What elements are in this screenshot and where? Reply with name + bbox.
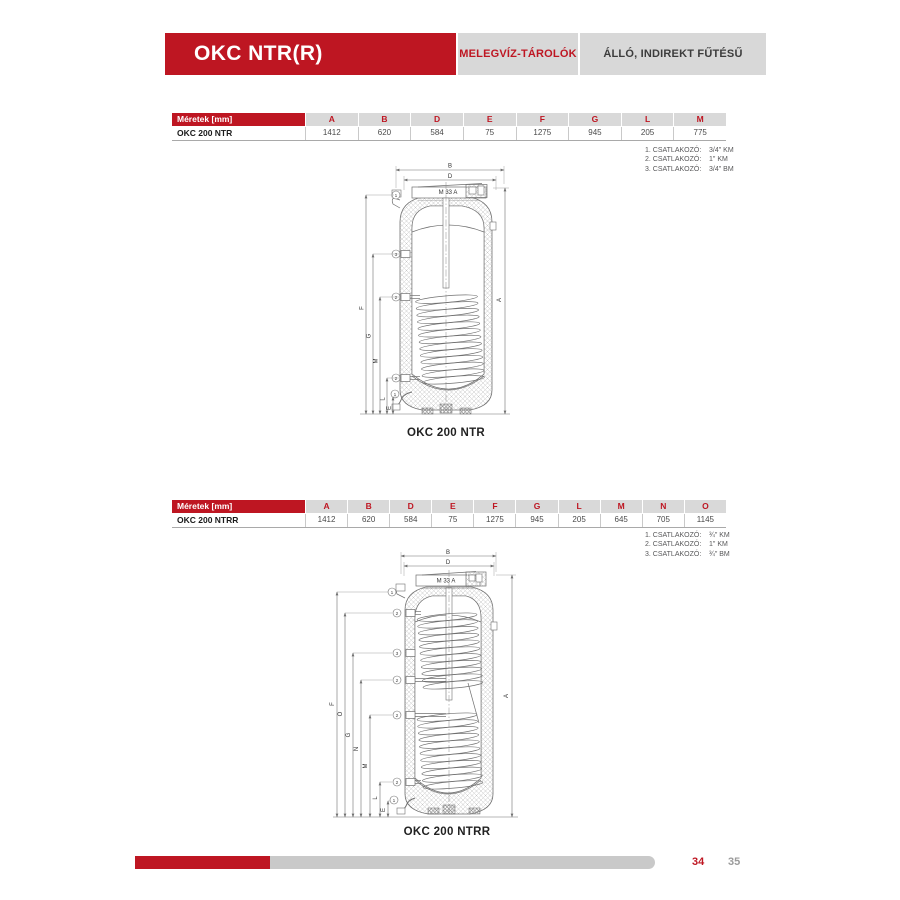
dim-label-m: M [373, 358, 380, 364]
cell-value: 1412 [305, 514, 347, 527]
cell-value: 645 [600, 514, 642, 527]
dim-label-l: L [373, 796, 379, 800]
dim-label-a: A [497, 297, 503, 303]
cell-value: 705 [642, 514, 684, 527]
cell-value: 1275 [473, 514, 515, 527]
dimensions-table-ntr [172, 113, 726, 141]
table-row [172, 513, 726, 528]
cell-value: 620 [347, 514, 389, 527]
dim-label-e: E [381, 807, 387, 813]
port-label: 1 [394, 193, 398, 199]
port-label: 2 [394, 376, 398, 382]
col-header: M [673, 113, 726, 126]
note-value: 1" KM [709, 156, 728, 164]
dim-label-g: G [366, 333, 373, 339]
diagram-okc-200-ntr [348, 158, 520, 420]
col-header: O [684, 500, 726, 513]
col-header: G [515, 500, 557, 513]
row-label: OKC 200 NTRR [177, 515, 239, 525]
dim-label-f: F [330, 702, 336, 706]
col-header: F [473, 500, 515, 513]
diagram-caption-ntrr: OKC 200 NTRR [403, 826, 491, 838]
footer-progress-bar [135, 856, 655, 869]
port-markers [388, 588, 401, 804]
cell-value: 775 [673, 127, 726, 140]
cell-value: 945 [515, 514, 557, 527]
port-label: 1 [393, 392, 397, 398]
col-header: A [305, 113, 358, 126]
note-line [645, 146, 760, 155]
table-label: Méretek [mm] [172, 500, 305, 513]
port-markers [391, 191, 400, 398]
cell-value: 1275 [516, 127, 569, 140]
col-header: B [347, 500, 389, 513]
cell-value: 75 [431, 514, 473, 527]
cell-value: 75 [463, 127, 516, 140]
cell-value: 1145 [684, 514, 726, 527]
col-header: A [305, 500, 347, 513]
diagram-okc-200-ntrr [328, 548, 526, 824]
cell-value: 205 [621, 127, 674, 140]
col-header: L [558, 500, 600, 513]
note-line [645, 165, 760, 174]
flange-marking: M 33 A [436, 578, 456, 585]
dim-label-d: D [447, 174, 453, 180]
col-header: N [642, 500, 684, 513]
port-label: 2 [395, 780, 399, 786]
col-header: E [431, 500, 473, 513]
port-label: 2 [394, 295, 398, 301]
note-value: 3/4" KM [709, 147, 734, 154]
port-label: 3 [395, 651, 399, 657]
cell-value: 945 [568, 127, 621, 140]
table-header-row [172, 113, 726, 126]
dim-label-l: L [380, 397, 387, 401]
connections-note-ntr [645, 146, 760, 174]
cell-value: 1412 [305, 127, 358, 140]
page-number-current: 34 [692, 856, 705, 868]
port-label: 2 [395, 611, 399, 617]
note-label: 3. CSATLAKOZÓ: [645, 165, 702, 173]
dim-label-o: O [338, 711, 344, 717]
page-number-next: 35 [728, 856, 741, 868]
dim-label-a: A [504, 693, 510, 699]
port-label: 2 [395, 678, 399, 684]
col-header: D [410, 113, 463, 126]
connections-note-ntrr [645, 531, 760, 559]
dim-label-d: D [445, 560, 451, 566]
diagram-caption-ntr: OKC 200 NTR [406, 427, 486, 439]
footer-progress-fill [135, 856, 270, 869]
note-line [645, 155, 760, 164]
note-value: ¾" BM [709, 550, 730, 558]
col-header: E [463, 113, 516, 126]
dim-label-b: B [445, 550, 451, 556]
note-value: 1" KM [709, 541, 728, 549]
note-label: 2. CSATLAKOZÓ: [645, 156, 702, 164]
note-value: 3/4" BM [709, 165, 734, 173]
type-label: ÁLLÓ, INDIREKT FŰTÉSŰ [580, 33, 766, 75]
row-label: OKC 200 NTR [177, 128, 233, 138]
dimensions-table-ntrr [172, 500, 726, 528]
col-header: D [389, 500, 431, 513]
cell-value: 584 [410, 127, 463, 140]
cell-value: 620 [358, 127, 411, 140]
cell-value: 584 [389, 514, 431, 527]
dim-label-b: B [447, 163, 453, 170]
col-header: M [600, 500, 642, 513]
col-header: G [568, 113, 621, 126]
table-label: Méretek [mm] [172, 113, 305, 126]
dim-label-n: N [354, 746, 360, 752]
col-header: L [621, 113, 674, 126]
note-line [645, 531, 760, 540]
note-label: 2. CSATLAKOZÓ: [645, 541, 702, 549]
dim-label-m: M [363, 763, 369, 769]
dim-label-f: F [359, 306, 366, 310]
note-line [645, 550, 760, 559]
port-label: 3 [394, 252, 398, 258]
note-label: 1. CSATLAKOZÓ: [645, 147, 702, 154]
col-header: B [358, 113, 411, 126]
category-label: MELEGVÍZ-TÁROLÓK [458, 33, 578, 75]
page-title: OKC NTR(R) [165, 33, 456, 75]
note-value: ¾" KM [709, 532, 730, 539]
flange-marking: M 33 A [438, 190, 458, 196]
port-label: 2 [395, 713, 399, 719]
note-label: 1. CSATLAKOZÓ: [645, 532, 702, 539]
dim-label-e: E [386, 405, 393, 411]
col-header: F [516, 113, 569, 126]
table-header-row [172, 500, 726, 513]
cell-value: 205 [558, 514, 600, 527]
dim-label-g: G [346, 732, 352, 738]
port-label: 1 [390, 590, 394, 596]
port-label: 1 [392, 798, 396, 804]
table-row [172, 126, 726, 141]
note-line [645, 540, 760, 549]
note-label: 3. CSATLAKOZÓ: [645, 550, 702, 558]
